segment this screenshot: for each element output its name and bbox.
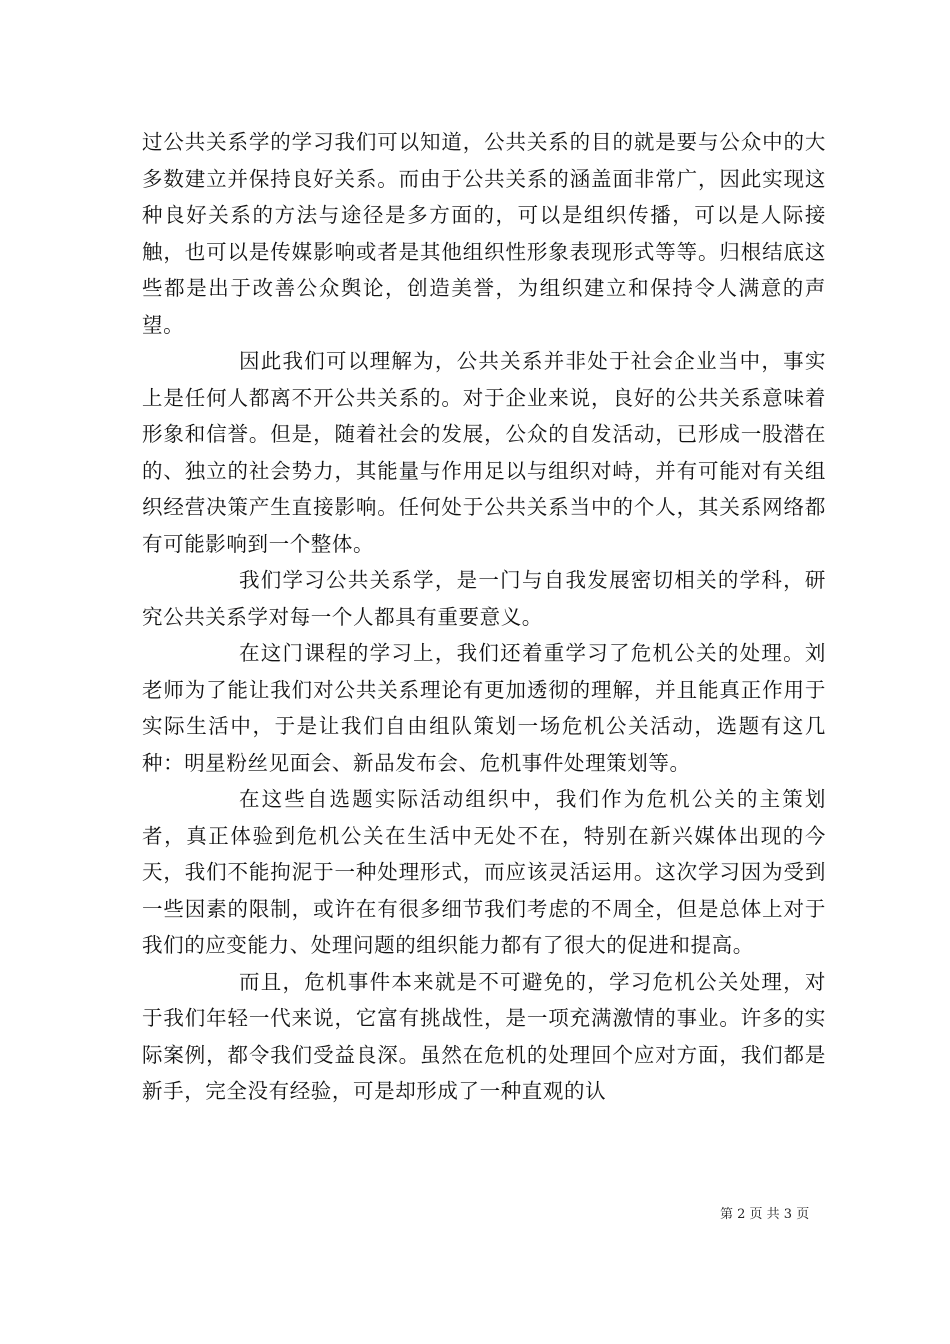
paragraph-5: 在这些自选题实际活动组织中，我们作为危机公关的主策划者，真正体验到危机公关在生活中无处不在，特别在新兴媒体出现的今天，我们不能拘泥于一种处理形式，而应该灵活运用。这次学习因为受到一些因素的限制，或许在有很多细节我们考虑的不周全，但是总体上对于我们的应变能力、处理问题的组织能力都有了很大的促进和提高。: [142, 787, 826, 957]
paragraph-6: 而且，危机事件本来就是不可避免的，学习危机公关处理，对于我们年轻一代来说，它富有挑战性，是一项充满激情的事业。许多的实际案例，都令我们受益良深。虽然在危机的处理回个应对方面，我们都是新手，完全没有经验，可是却形成了一种直观的认: [142, 969, 826, 1103]
paragraph-2: 因此我们可以理解为，公共关系并非处于社会企业当中，事实上是任何人都离不开公共关系的。对于企业来说，良好的公共关系意味着形象和信誉。但是，随着社会的发展，公众的自发活动，已形成一股潜在的、独立的社会势力，其能量与作用足以与组织对峙，并有可能对有关组织经营决策产生直接影响。任何处于公共关系当中的个人，其关系网络都有可能影响到一个整体。: [142, 349, 826, 556]
body-text: [142, 124, 826, 1110]
paragraph-4: 在这门课程的学习上，我们还着重学习了危机公关的处理。刘老师为了能让我们对公共关系理论有更加透彻的理解，并且能真正作用于实际生活中，于是让我们自由组队策划一场危机公关活动，选题有这几种：明星粉丝见面会、新品发布会、危机事件处理策划等。: [142, 641, 826, 775]
paragraph-1: 过公共关系学的学习我们可以知道，公共关系的目的就是要与公众中的大多数建立并保持良好关系。而由于公共关系的涵盖面非常广，因此实现这种良好关系的方法与途径是多方面的，可以是组织传播，可以是人际接触，也可以是传媒影响或者是其他组织性形象表现形式等等。归根结底这些都是出于改善公众舆论，创造美誉，为组织建立和保持令人满意的声望。: [142, 130, 826, 337]
page-number-footer: 第 2 页 共 3 页: [720, 1207, 810, 1222]
paragraph-3: 我们学习公共关系学，是一门与自我发展密切相关的学科，研究公共关系学对每一个人都具有重要意义。: [142, 568, 826, 629]
